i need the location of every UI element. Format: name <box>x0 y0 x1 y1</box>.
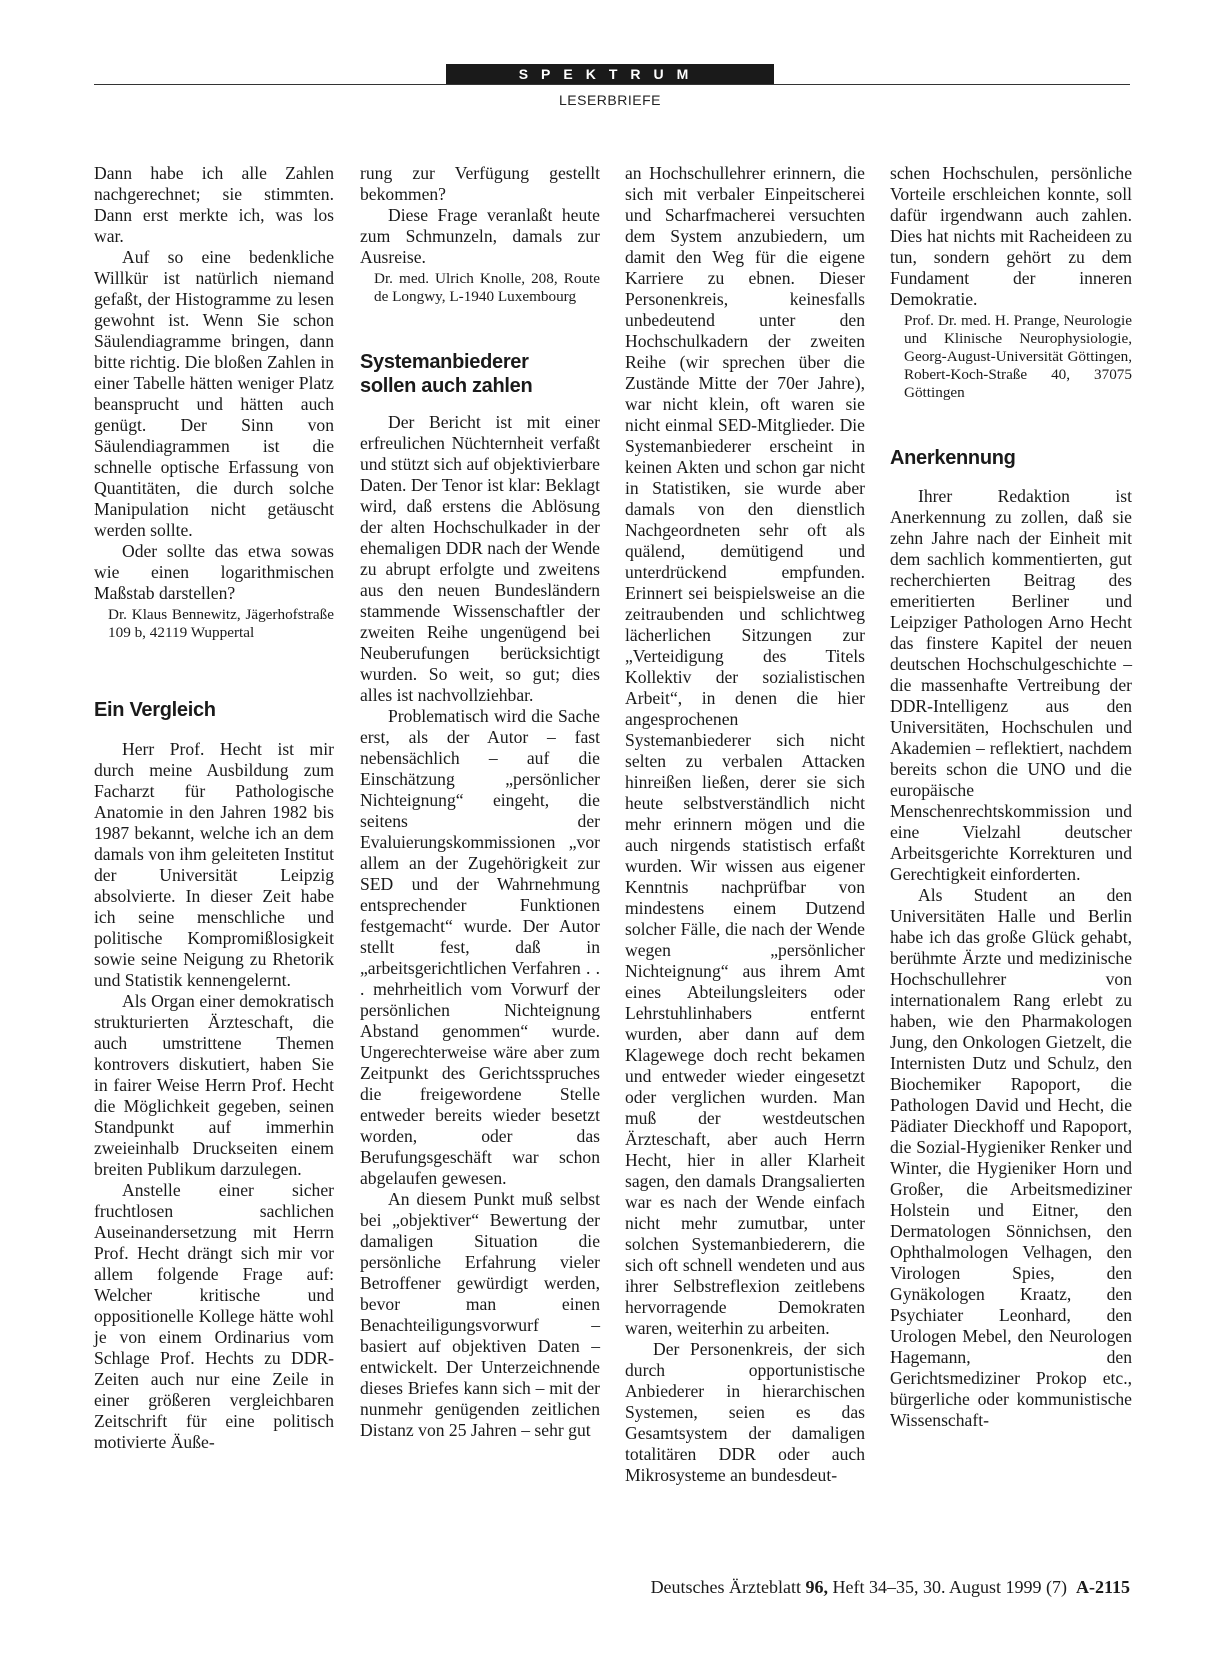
paragraph: Als Student an den Universitäten Halle und Berlin habe ich das große Glück gehabt, berühmte Ärzte und medizinische Hochschullehrer von internationalem Rang erlebt zu haben, wie den Pharmakologen Jung, den Onkologen Gietzelt, die Internisten Dutz und Schulz, den Biochemiker Rapoport, die Pathologen David und Hecht, die Pädiater Dieckhoff und Rapoport, die Sozial-Hygieniker Renker und Winter, die Hygieniker Horn und Großer, die Arbeitsmediziner Holstein und Eitner, den Dermatologen Sönnichsen, den Ophthalmologen Velhagen, den Virologen Spies, den Gynäkologen Kraatz, den Psychiater Leonhard, den Urologen Mebel, den Neurologen Hagemann, den Gerichtsmediziner Prokop etc., bürgerliche oder kommunistische Wissenschaft- <box>890 885 1132 1430</box>
column-1 <box>94 163 334 1453</box>
letter-signature: Dr. med. Ulrich Knolle, 208, Route de Longwy, L-1940 Luxembourg <box>374 270 600 305</box>
paragraph: Der Bericht ist mit einer erfreulichen Nüchternheit verfaßt und stützt sich auf objektivierbare Daten. Der Tenor ist klar: Beklagt wird, daß erstens die Ablösung der alten Hochschulkader in der ehemaligen DDR nach der Wende zu abrupt erfolgte und zweitens aus den neuen Bundesländern stammende Wissenschaftler der zweiten Reihe ungenügend bei Neuberufungen berücksichtigt wurden. So weit, so gut; dies alles ist nachvollziehbar. <box>360 412 600 705</box>
footer-issue: Heft 34–35, 30. August 1999 (7) <box>832 1577 1067 1597</box>
letter-heading <box>360 350 600 398</box>
section-label: SPEKTRUM <box>446 64 774 84</box>
letter-heading: Ein Vergleich <box>94 699 216 721</box>
paragraph: Auf so eine bedenkliche Willkür ist natürlich niemand gefaßt, der Histogramme zu lesen gewohnt ist. Wenn Sie schon Säulendiagramme bringen, dann bitte richtig. Die bloßen Zahlen in einer Tabelle hätten weniger Platz beansprucht und hätten auch genügt. Der Sinn von Säulendiagrammen ist die schnelle optische Erfassung von Quantitäten, die durch solche Manipulation nicht getäuscht werden sollte. <box>94 247 334 540</box>
header-rule <box>94 84 1130 85</box>
paragraph: Anstelle einer sicher fruchtlosen sachlichen Auseinandersetzung mit Herrn Prof. Hecht drängt sich mir vor allem folgende Frage auf: Welcher kritische und oppositionelle Kollege hätte wohl je von einem Ordinarius vom Schlage Prof. Hechts zu DDR-Zeiten auch nur eine Zeile in einer größeren vergleichbaren Zeitschrift für eine politisch motivierte Äuße- <box>94 1180 334 1452</box>
letter-heading: Anerkennung <box>890 447 1016 469</box>
paragraph: An diesem Punkt muß selbst bei „objektiver“ Bewertung der damaligen Situation die persönliche Erfahrung vieler Betroffener gewürdigt werden, bevor man einen Benachteiligungsvorwurf – basiert auf objektiven Daten – entwickelt. Der Unterzeichnende dieses Briefes kann sich – mit der nunmehr genügenden zeitlichen Distanz von 25 Jahren – sehr gut <box>360 1189 600 1440</box>
paragraph: Diese Frage veranlaßt heute zum Schmunzeln, damals zur Ausreise. <box>360 205 600 267</box>
page-number: A-2115 <box>1076 1577 1130 1597</box>
footer-volume: 96, <box>805 1577 829 1597</box>
footer-journal: Deutsches Ärzteblatt <box>650 1577 802 1597</box>
paragraph: Der Personenkreis, der sich durch opportunistische Anbiederer in hierarchischen Systemen, seien es das Gesamtsystem der damaligen totalitären DDR oder auch Mikrosysteme an bundesdeut- <box>625 1339 865 1485</box>
subsection-label: LESERBRIEFE <box>559 92 661 108</box>
paragraph: an Hochschullehrer erinnern, die sich mit verbaler Einpeitscherei und Scharfmacherei versuchten dem System anzubiedern, um damit den Weg für die eigene Karriere zu ebnen. Dieser Personenkreis, keinesfalls unbedeutend unter den Hochschulkadern der zweiten Reihe (wir sprechen über die Zustände Mitte der 70er Jahre), war nicht klein, oft waren sie nicht einmal SED-Mitglieder. Die Systemanbiederer erscheint in keinen Akten und schon gar nicht in Statistiken, sie wurde aber damals von den dienstlich Nachgeordneten sehr oft als quälend, demütigend und unterdrückend empfunden. Erinnert sei beispielsweise an die zeitraubenden und schlichtweg lächerlichen Sitzungen zur „Verteidigung des Titels Kollektiv der sozialistischen Arbeit“, in denen die hier angesprochenen Systemanbiederer sich nicht selten zu verbalen Attacken hinreißen ließen, derer sie sich heute selbstverständlich nicht mehr erinnern mögen und die auch nirgends statistisch erfaßt wurden. Wir wissen aus eigener Kenntnis nachprüfbar von mindestens einem Dutzend solcher Fälle, die nach der Wende wegen „persönlicher Nichteignung“ aus ihrem Amt eines Abteilungsleiters oder Lehrstuhlinhabers entfernt wurden, aber dann auf dem Klagewege doch recht bekamen und entweder wieder eingesetzt oder verglichen wurden. Man muß der westdeutschen Ärzteschaft, aber auch Herrn Hecht, hier in aller Klarheit sagen, den damals Drangsalierten war es nach der Wende einfach nicht mehr zumutbar, unter solchen Systemanbiederern, die sich oft schnell wendeten und aus ihrer Selbstreflexion zeitlebens hervorragende Demokraten waren, weiterhin zu arbeiten. <box>625 163 865 1338</box>
paragraph: schen Hochschulen, persönliche Vorteile erschleichen konnte, soll dafür irgendwann auch zahlen. Dies hat nichts mit Racheideen zu tun, sondern gehört zu dem Fundament der inneren Demokratie. <box>890 163 1132 309</box>
letter-signature: Prof. Dr. med. H. Prange, Neurologie und Klinische Neurophysiologie, Georg-August-Universität Göttingen, Robert-Koch-Straße 40, 37075 Göttingen <box>904 312 1132 401</box>
column-4 <box>890 163 1132 1431</box>
paragraph: Als Organ einer demokratisch strukturierten Ärzteschaft, die auch umstrittene Themen kontrovers diskutiert, haben Sie in fairer Weise Herrn Prof. Hecht die Möglichkeit gegeben, seinen Standpunkt auf immerhin zweieinhalb Druckseiten einem breiten Publikum darzulegen. <box>94 991 334 1179</box>
paragraph: rung zur Verfügung gestellt bekommen? <box>360 163 600 204</box>
heading-line: Systemanbiederer <box>360 351 529 373</box>
paragraph: Ihrer Redaktion ist Anerkennung zu zollen, daß sie zehn Jahre nach der Einheit mit dem sachlich kommentierten, gut recherchierten Beitrag des emeritierten Berliner und Leipziger Pathologen Arno Hecht das finstere Kapitel der neuen deutschen Hochschulgeschichte – die massenhafte Vertreibung der DDR-Intelligenz aus den Universitäten, Hochschulen und Akademien – reflektiert, nachdem bereits schon die UNO und die europäische Menschenrechtskommission und eine Vielzahl deutscher Arbeitsgerichte Korrekturen und Gerechtigkeit einforderten. <box>890 486 1132 884</box>
page-footer <box>651 1577 1130 1598</box>
column-2 <box>360 163 600 1441</box>
paragraph: Oder sollte das etwa sowas wie einen logarithmischen Maßstab darstellen? <box>94 541 334 603</box>
paragraph: Herr Prof. Hecht ist mir durch meine Ausbildung zum Facharzt für Pathologische Anatomie in den Jahren 1982 bis 1987 bekannt, welche ich an dem damals von ihm geleiteten Institut der Universität Leipzig absolvierte. In dieser Zeit habe ich seine menschliche und politische Kompromißlosigkeit sowie seine Neigung zu Rhetorik und Statistik kennengelernt. <box>94 739 334 990</box>
heading-line: sollen auch zahlen <box>360 375 533 397</box>
paragraph: Problematisch wird die Sache erst, als der Autor – fast nebensächlich – auf die Einschätzung „persönlicher Nichteignung“ eingeht, die seitens der Evaluierungskommissionen „vor allem an der Zugehörigkeit zur SED und der Wahrnehmung entsprechender Funktionen festgemacht“ wurde. Der Autor stellt fest, daß in „arbeitsgerichtlichen Verfahren . . . mehrheitlich vom Vorwurf der persönlichen Nichteignung Abstand genommen“ wurde. Ungerechterweise wäre aber zum Zeitpunkt des Gerichtsspruches die freigewordene Stelle entweder bereits wieder besetzt worden, oder das Berufungsgeschäft war schon abgelaufen gewesen. <box>360 706 600 1188</box>
letter-signature: Dr. Klaus Bennewitz, Jägerhofstraße 109 b, 42119 Wuppertal <box>108 606 334 641</box>
paragraph: Dann habe ich alle Zahlen nachgerechnet; sie stimmten. Dann erst merkte ich, was los war. <box>94 163 334 246</box>
column-3 <box>625 163 865 1486</box>
